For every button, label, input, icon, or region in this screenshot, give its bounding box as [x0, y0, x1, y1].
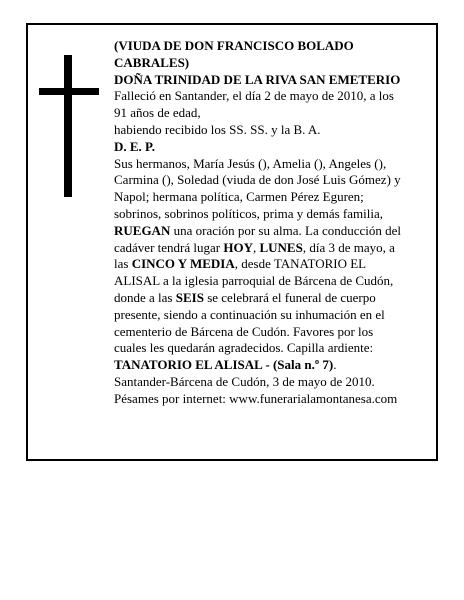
- funeral-text-4b: se celebrará el funeral de cuerpo: [203, 289, 376, 305]
- cinco-y-media-text: CINCO Y MEDIA: [131, 256, 235, 272]
- comma-separator: ,: [252, 239, 260, 255]
- chapel-text: TANATORIO EL ALISAL - (Sala n.º 7): [114, 357, 334, 373]
- death-line-1: Falleció en Santander, el día 2 de mayo de 2010, a los: [114, 88, 394, 104]
- death-line-2: 91 años de edad,: [114, 105, 201, 121]
- family-line-3: Napol; hermana política, Carmen Pérez Eguren;: [114, 189, 364, 205]
- family-line-4: sobrinos, sobrinos políticos, prima y demás familia,: [114, 205, 383, 221]
- funeral-text-1a: cadáver tendrá lugar: [114, 239, 224, 255]
- ruegan-line: [114, 223, 422, 240]
- funeral-text-4a: donde a las: [114, 289, 176, 305]
- family-line-1: Sus hermanos, María Jesús (), Amelia (), Angeles (),: [114, 155, 387, 171]
- deceased-name-line: [114, 72, 422, 89]
- funeral-line-6: cementerio de Bárcena de Cudón. Favores por los: [114, 323, 374, 339]
- widow-of-text-1: (VIUDA DE DON FRANCISCO BOLADO: [114, 38, 354, 53]
- widow-line-1: [114, 38, 422, 55]
- condolences-line: Pésames por internet: www.funerarialamontanesa.com: [114, 390, 398, 406]
- chapel-end: .: [333, 357, 337, 373]
- place-date-line: Santander-Bárcena de Cudón, 3 de mayo de 2010.: [114, 373, 375, 389]
- widow-line-2: [114, 55, 422, 72]
- funeral-line-2: [114, 256, 422, 273]
- hoy-text: HOY: [223, 239, 253, 255]
- family-line-2: Carmina (), Soledad (viuda de don José Luis Gómez) y: [114, 172, 401, 188]
- funeral-line-1: [114, 240, 422, 257]
- cross-horizontal-bar: [39, 88, 99, 95]
- funeral-text-1b: , día 3 de mayo, a: [302, 239, 395, 255]
- cross-vertical-bar: [64, 55, 72, 197]
- notice-text: [114, 38, 422, 408]
- ruegan-rest: una oración por su alma. La conducción del: [170, 222, 402, 238]
- funeral-line-3: ALISAL a la iglesia parroquial de Bárcena de Cudón,: [114, 273, 394, 289]
- widow-of-text-2: CABRALES): [114, 54, 190, 70]
- sacraments-line: habiendo recibido los SS. SS. y la B. A.: [114, 121, 321, 137]
- funeral-text-2b: , desde TANATORIO EL: [234, 256, 367, 272]
- cross-icon: [39, 55, 99, 197]
- rip-line: [114, 139, 422, 156]
- chapel-line: [114, 357, 422, 374]
- lunes-text: LUNES: [259, 239, 303, 255]
- ruegan-text: RUEGAN: [114, 222, 171, 238]
- funeral-line-5: presente, siendo a continuación su inhumación en el: [114, 306, 385, 322]
- seis-text: SEIS: [175, 289, 204, 305]
- funeral-line-4: [114, 290, 422, 307]
- funeral-line-7: cuales les quedarán agradecidos. Capilla ardiente:: [114, 340, 374, 356]
- rip-text: D. E. P.: [114, 138, 156, 154]
- deceased-name: DOÑA TRINIDAD DE LA RIVA SAN EMETERIO: [114, 71, 401, 87]
- funeral-text-2a: las: [114, 256, 132, 272]
